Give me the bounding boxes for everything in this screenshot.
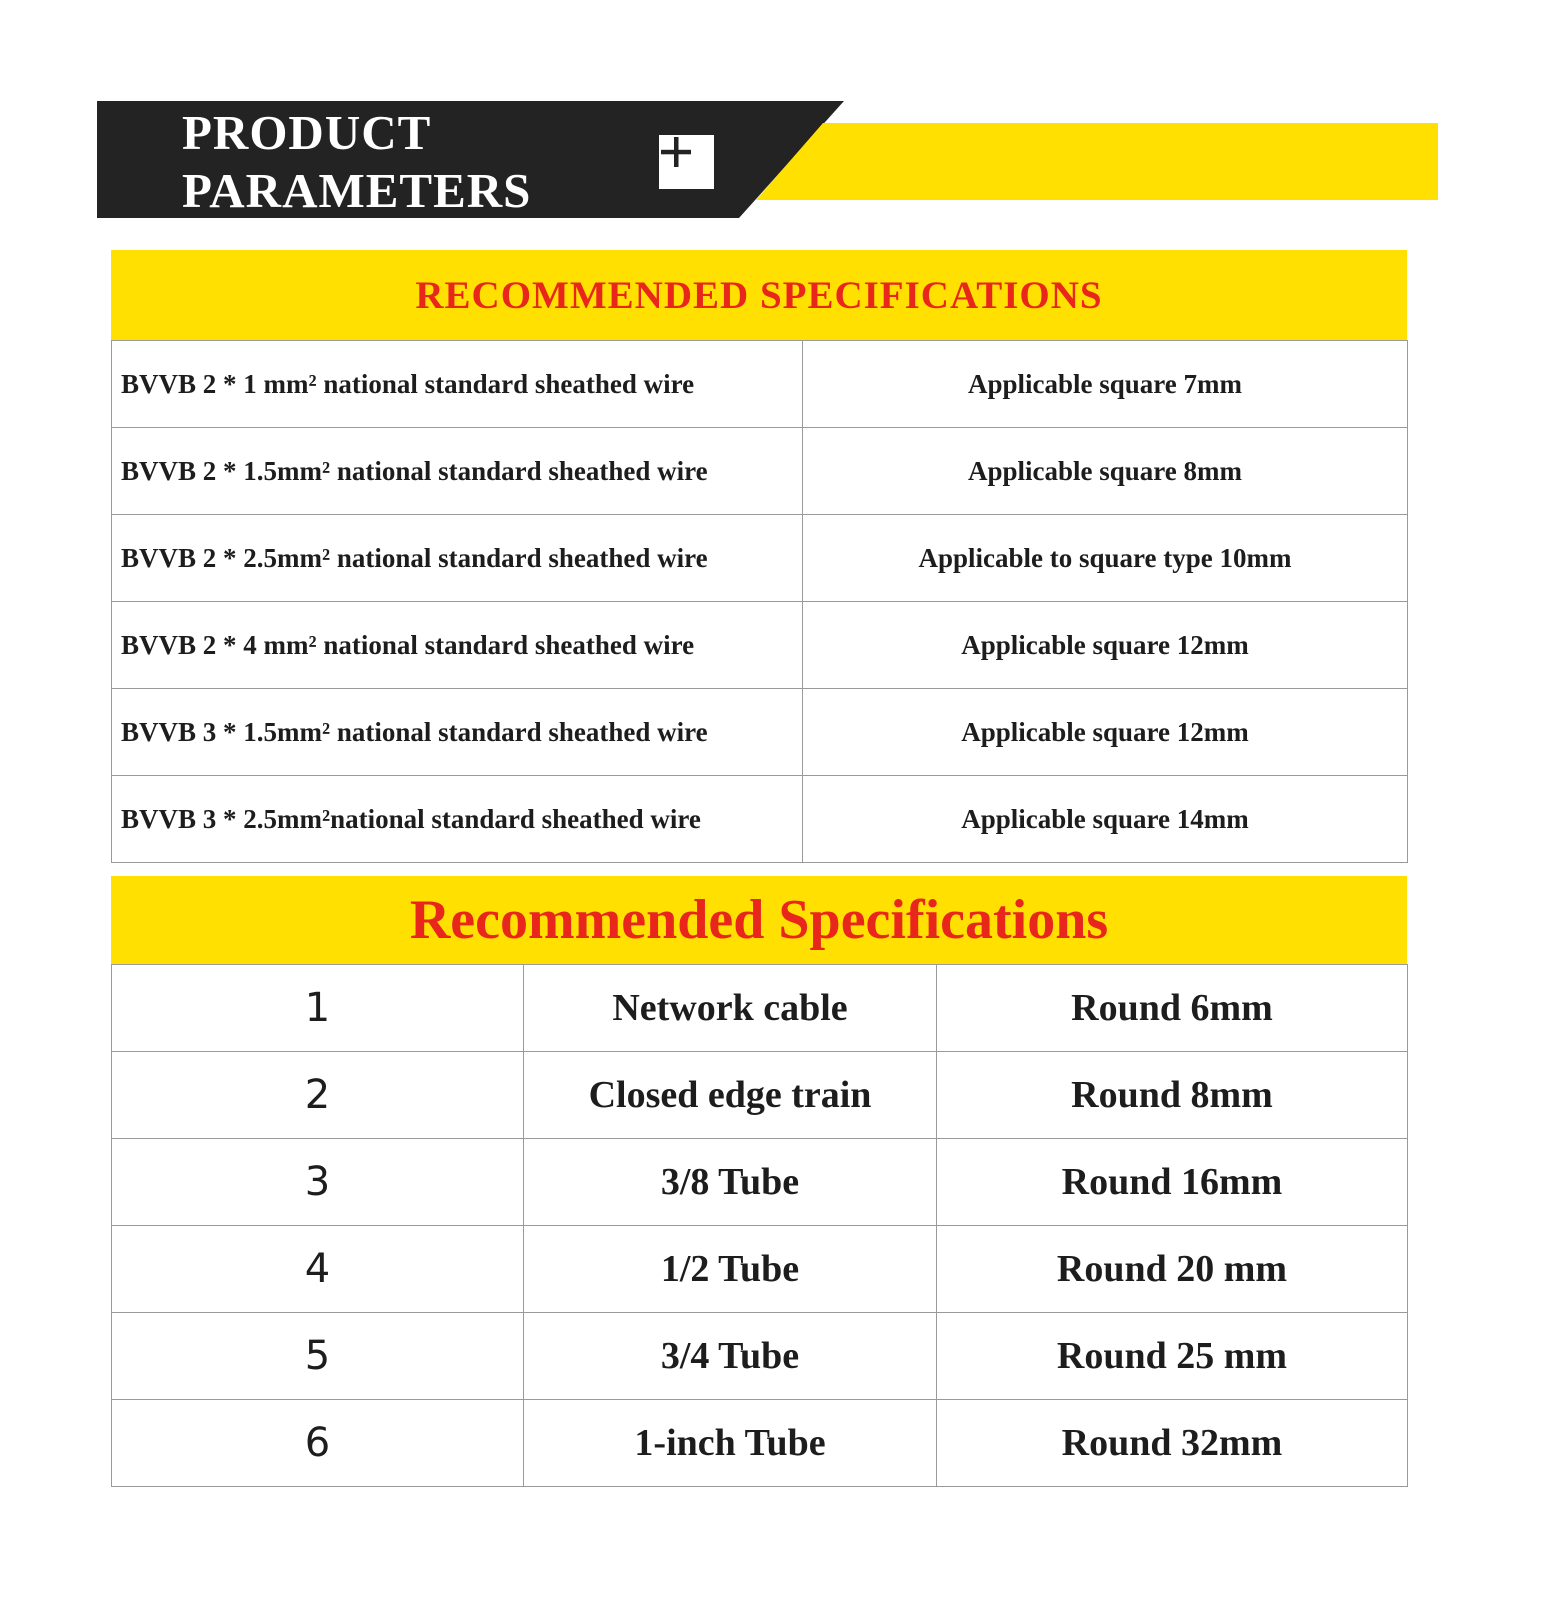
table-row bbox=[112, 776, 1408, 863]
row-number-cell: 3 bbox=[112, 1139, 524, 1226]
row-number-cell: 5 bbox=[112, 1313, 524, 1400]
product-parameters-banner bbox=[0, 0, 1544, 240]
plus-icon-glyph bbox=[659, 135, 693, 169]
table-row bbox=[112, 689, 1408, 776]
applicable-size-cell: Applicable square 8mm bbox=[803, 428, 1408, 515]
table-row bbox=[112, 965, 1408, 1052]
item-cell: Closed edge train bbox=[524, 1052, 937, 1139]
table-row bbox=[112, 1052, 1408, 1139]
item-cell: 3/8 Tube bbox=[524, 1139, 937, 1226]
item-cell: 1/2 Tube bbox=[524, 1226, 937, 1313]
banner-title bbox=[182, 104, 531, 220]
size-cell: Round 8mm bbox=[937, 1052, 1408, 1139]
banner-title-line1: PRODUCT bbox=[182, 105, 432, 160]
table-row bbox=[112, 1226, 1408, 1313]
size-cell: Round 32mm bbox=[937, 1400, 1408, 1487]
table-row bbox=[112, 428, 1408, 515]
size-cell: Round 20 mm bbox=[937, 1226, 1408, 1313]
plus-icon bbox=[659, 135, 714, 189]
wire-type-cell: BVVB 2 * 1 mm² national standard sheathed wire bbox=[112, 341, 803, 428]
table-row bbox=[112, 341, 1408, 428]
row-number-cell: 1 bbox=[112, 965, 524, 1052]
wire-spec-heading: RECOMMENDED SPECIFICATIONS bbox=[111, 250, 1407, 340]
table-row bbox=[112, 515, 1408, 602]
row-number-cell: 4 bbox=[112, 1226, 524, 1313]
applicable-size-cell: Applicable to square type 10mm bbox=[803, 515, 1408, 602]
size-cell: Round 6mm bbox=[937, 965, 1408, 1052]
tube-spec-section bbox=[111, 876, 1407, 1487]
row-number-cell: 2 bbox=[112, 1052, 524, 1139]
table-row bbox=[112, 1400, 1408, 1487]
applicable-size-cell: Applicable square 7mm bbox=[803, 341, 1408, 428]
applicable-size-cell: Applicable square 12mm bbox=[803, 602, 1408, 689]
item-cell: 1-inch Tube bbox=[524, 1400, 937, 1487]
size-cell: Round 25 mm bbox=[937, 1313, 1408, 1400]
table-row bbox=[112, 1139, 1408, 1226]
wire-spec-table bbox=[111, 340, 1408, 863]
wire-type-cell: BVVB 2 * 2.5mm² national standard sheathed wire bbox=[112, 515, 803, 602]
wire-type-cell: BVVB 2 * 4 mm² national standard sheathed wire bbox=[112, 602, 803, 689]
row-number-cell: 6 bbox=[112, 1400, 524, 1487]
tube-spec-table bbox=[111, 964, 1408, 1487]
banner-yellow-stripe bbox=[756, 123, 1438, 200]
item-cell: Network cable bbox=[524, 965, 937, 1052]
wire-spec-section bbox=[111, 250, 1407, 863]
size-cell: Round 16mm bbox=[937, 1139, 1408, 1226]
wire-type-cell: BVVB 3 * 2.5mm²national standard sheathed wire bbox=[112, 776, 803, 863]
applicable-size-cell: Applicable square 14mm bbox=[803, 776, 1408, 863]
wire-type-cell: BVVB 2 * 1.5mm² national standard sheathed wire bbox=[112, 428, 803, 515]
item-cell: 3/4 Tube bbox=[524, 1313, 937, 1400]
tube-spec-heading: Recommended Specifications bbox=[111, 876, 1407, 964]
banner-title-line2: PARAMETERS bbox=[182, 163, 532, 218]
table-row bbox=[112, 602, 1408, 689]
wire-type-cell: BVVB 3 * 1.5mm² national standard sheathed wire bbox=[112, 689, 803, 776]
applicable-size-cell: Applicable square 12mm bbox=[803, 689, 1408, 776]
table-row bbox=[112, 1313, 1408, 1400]
